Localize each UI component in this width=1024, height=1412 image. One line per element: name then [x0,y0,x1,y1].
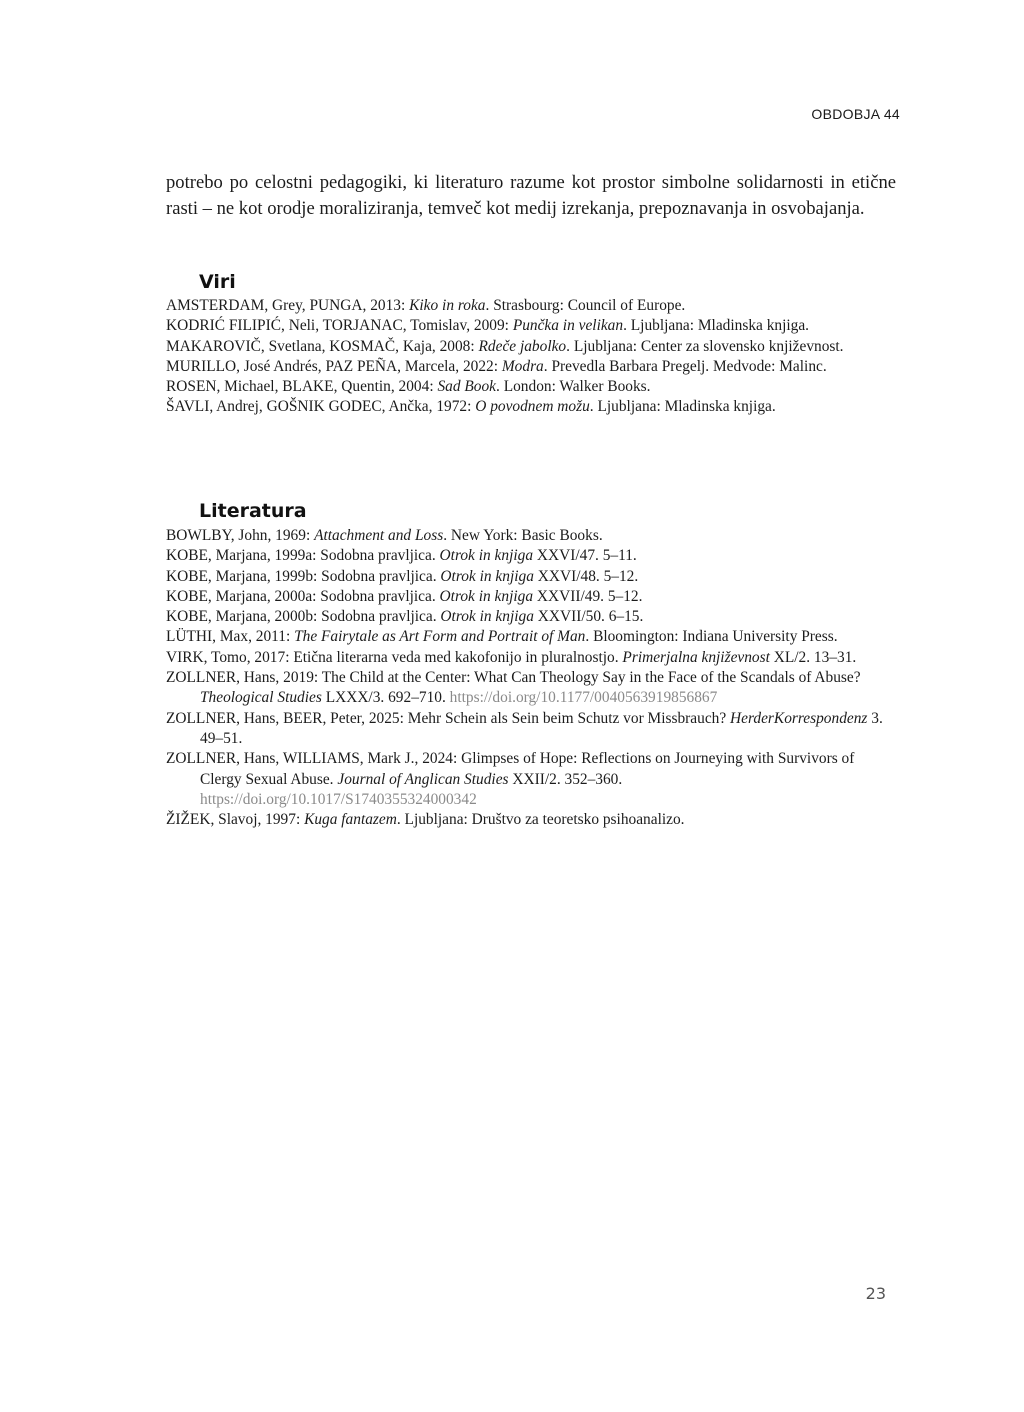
reference-item: ŠAVLI, Andrej, GOŠNIK GODEC, Ančka, 1972: O povodnem možu. Ljubljana: Mladinska knjiga. [166,398,776,416]
literature-heading: Literatura [199,500,307,522]
reference-item: VIRK, Tomo, 2017: Etična literarna veda med kakofonijo in pluralnostjo. Primerjalna književnost XL/2. 13–31. [166,648,857,666]
reference-item: LÜTHI, Max, 2011: The Fairytale as Art Form and Portrait of Man. Bloomington: Indiana University Press. [166,628,838,646]
literature-list [166,526,896,830]
reference-item: ZOLLNER, Hans, BEER, Peter, 2025: Mehr Schein als Sein beim Schutz vor Missbrauch? HerderKorrespondenz 3. 49–51. [166,709,883,747]
sources-list [166,296,896,418]
reference-item: ZOLLNER, Hans, 2019: The Child at the Center: What Can Theology Say in the Face of the Scandals of Abuse? Theological Studies LXXX/3. 692–710. https://doi.org/10.1177/0040563919856867 [166,669,861,707]
reference-item: ZOLLNER, Hans, WILLIAMS, Mark J., 2024: Glimpses of Hope: Reflections on Journeying with Survivors of Clergy Sexual Abuse. Journal of Anglican Studies XXII/2. 352–360. https://doi.org/10.1017/S1740355324000342 [166,750,855,808]
reference-item: KOBE, Marjana, 2000a: Sodobna pravljica. Otrok in knjiga XXVII/49. 5–12. [166,587,643,605]
reference-item: BOWLBY, John, 1969: Attachment and Loss. New York: Basic Books. [166,527,603,544]
reference-item: KODRIĆ FILIPIĆ, Neli, TORJANAC, Tomislav, 2009: Punčka in velikan. Ljubljana: Mladinska knjiga. [166,317,810,335]
reference-item: ŽIŽEK, Slavoj, 1997: Kuga fantazem. Ljubljana: Društvo za teoretsko psihoanalizo. [166,811,685,829]
reference-item: KOBE, Marjana, 2000b: Sodobna pravljica. Otrok in knjiga XXVII/50. 6–15. [166,608,644,626]
page-number: 23 [865,1284,886,1303]
sources-heading: Viri [199,271,236,293]
reference-item: AMSTERDAM, Grey, PUNGA, 2013: Kiko in roka. Strasbourg: Council of Europe. [166,297,686,314]
reference-item: MURILLO, José Andrés, PAZ PEÑA, Marcela, 2022: Modra. Prevedla Barbara Pregelj. Medvode: Malinc. [166,357,827,375]
body-paragraph: potrebo po celostni pedagogiki, ki literaturo razume kot prostor simbolne solidarnosti in etične rasti – ne kot orodje moraliziranja, temveč kot medij izrekanja, prepoznavanja in osvobajanja. [166,172,896,219]
reference-item: ROSEN, Michael, BLAKE, Quentin, 2004: Sad Book. London: Walker Books. [166,378,651,396]
reference-item: MAKAROVIČ, Svetlana, KOSMAČ, Kaja, 2008: Rdeče jabolko. Ljubljana: Center za slovensko književnost. [166,337,844,355]
doi-link[interactable]: https://doi.org/10.1177/0040563919856867 [449,689,718,707]
reference-item: KOBE, Marjana, 1999b: Sodobna pravljica. Otrok in knjiga XXVI/48. 5–12. [166,567,639,585]
reference-item: KOBE, Marjana, 1999a: Sodobna pravljica. Otrok in knjiga XXVI/47. 5–11. [166,547,637,565]
running-header: OBDOBJA 44 [811,106,900,122]
doi-link[interactable]: https://doi.org/10.1017/S1740355324000342 [200,790,477,808]
